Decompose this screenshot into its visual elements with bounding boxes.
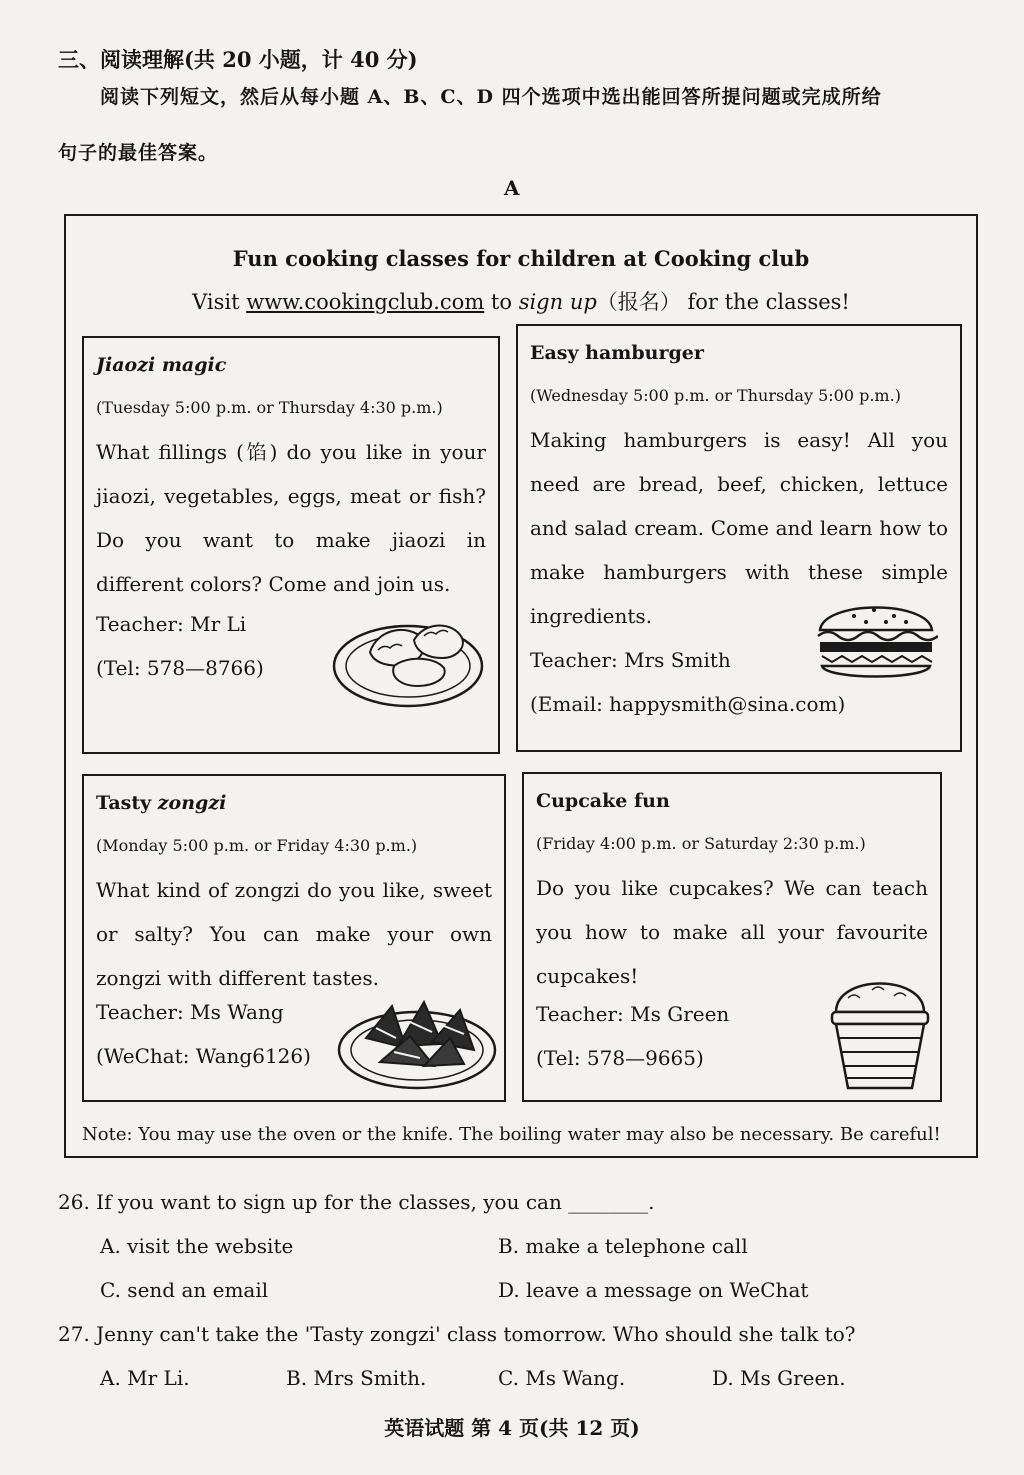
instruction-line-2: 句子的最佳答案。 xyxy=(58,142,219,164)
q26-option-d[interactable]: D. leave a message on WeChat xyxy=(498,1278,809,1302)
class-time: (Monday 5:00 p.m. or Friday 4:30 p.m.) xyxy=(96,836,418,855)
class-teacher: Teacher: Ms Green xyxy=(536,1002,730,1026)
class-card-jiaozi xyxy=(82,336,500,754)
q27-option-a[interactable]: A. Mr Li. xyxy=(100,1366,190,1390)
ad-note: Note: You may use the oven or the knife. The boiling water may also be necessary. Be careful! xyxy=(82,1124,941,1145)
ad-signup-line xyxy=(66,286,976,316)
class-teacher: Teacher: Mr Li xyxy=(96,612,247,636)
class-teacher: Teacher: Ms Wang xyxy=(96,1000,284,1024)
visit-cn: （报名） xyxy=(596,290,681,314)
class-title: Tasty zongzi xyxy=(96,792,227,814)
class-description: What fillings (馅) do you like in your jiaozi, vegetables, eggs, meat or fish? Do you want to make jiaozi in different colors? Come and join us. xyxy=(96,440,486,596)
class-card-hamburger xyxy=(516,324,962,752)
visit-post: for the classes! xyxy=(680,290,850,314)
class-card-zongzi xyxy=(82,774,506,1102)
passage-letter: A xyxy=(504,176,520,200)
class-title: Cupcake fun xyxy=(536,790,670,812)
class-time: (Wednesday 5:00 p.m. or Thursday 5:00 p.m.) xyxy=(530,386,901,405)
class-teacher: Teacher: Mrs Smith xyxy=(530,648,731,672)
question-26: 26. If you want to sign up for the classes, you can ________. xyxy=(58,1190,655,1214)
class-contact: (WeChat: Wang6126) xyxy=(96,1044,311,1068)
class-title: Easy hamburger xyxy=(530,342,704,364)
q27-option-d[interactable]: D. Ms Green. xyxy=(712,1366,846,1390)
instruction-line-1: 阅读下列短文，然后从每小题 A、B、C、D 四个选项中选出能回答所提问题或完成所给 xyxy=(100,86,882,108)
page-footer: 英语试题 第 4 页(共 12 页) xyxy=(384,1416,640,1440)
jiaozi-plate-icon xyxy=(330,600,486,710)
q27-option-c[interactable]: C. Ms Wang. xyxy=(498,1366,626,1390)
website-link[interactable]: www.cookingclub.com xyxy=(246,290,485,314)
section-heading: 三、阅读理解(共 20 小题，计 40 分) xyxy=(58,47,418,72)
class-time: (Tuesday 5:00 p.m. or Thursday 4:30 p.m.) xyxy=(96,398,443,417)
visit-mid: to xyxy=(484,290,519,314)
class-card-cupcake xyxy=(522,772,942,1102)
class-description: What kind of zongzi do you like, sweet or salty? You can make your own zongzi with different tastes. xyxy=(96,878,492,990)
hamburger-icon xyxy=(814,592,938,682)
sign-up-text: sign up xyxy=(518,290,597,314)
q26-option-c[interactable]: C. send an email xyxy=(100,1278,269,1302)
q27-option-b[interactable]: B. Mrs Smith. xyxy=(286,1366,427,1390)
question-27: 27. Jenny can't take the 'Tasty zongzi' class tomorrow. Who should she talk to? xyxy=(58,1322,856,1346)
cooking-club-ad xyxy=(64,214,978,1158)
class-time: (Friday 4:00 p.m. or Saturday 2:30 p.m.) xyxy=(536,834,866,853)
class-contact: (Tel: 578—9665) xyxy=(536,1046,704,1070)
class-description: Do you like cupcakes? We can teach you how to make all your favourite cupcakes! xyxy=(536,876,928,988)
class-contact: (Email: happysmith@sina.com) xyxy=(530,692,846,716)
q26-option-b[interactable]: B. make a telephone call xyxy=(498,1234,748,1258)
visit-pre: Visit xyxy=(192,290,247,314)
class-title: Jiaozi magic xyxy=(96,354,227,376)
cupcake-icon xyxy=(828,968,932,1094)
class-contact: (Tel: 578—8766) xyxy=(96,656,264,680)
zongzi-plate-icon xyxy=(336,992,498,1092)
q26-option-a[interactable]: A. visit the website xyxy=(100,1234,294,1258)
class-description: Making hamburgers is easy! All you need are bread, beef, chicken, lettuce and salad cream. Come and learn how to make hamburgers with these simple ingredients. xyxy=(530,428,948,628)
ad-title: Fun cooking classes for children at Cooking club xyxy=(232,246,810,271)
